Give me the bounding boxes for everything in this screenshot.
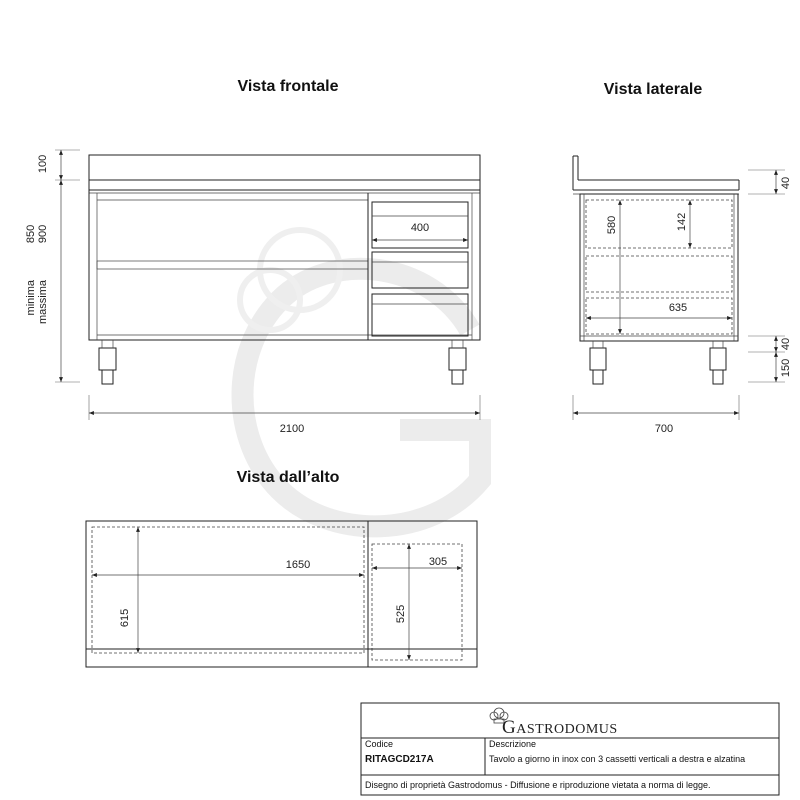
dim-side-total-depth: 700 — [654, 423, 674, 435]
dim-top-open-depth: 615 — [119, 608, 131, 628]
top-view — [86, 521, 477, 667]
side-drawer-middle — [586, 256, 732, 292]
code-value: RITAGCD217A — [365, 754, 434, 765]
dim-backsplash-height: 100 — [37, 154, 49, 174]
dim-top-drawer-width: 305 — [428, 556, 448, 568]
side-drawer-bottom — [586, 298, 732, 334]
dim-side-inner-depth: 635 — [668, 302, 688, 314]
dim-height-min-value: 850 — [25, 224, 37, 244]
code-label: Codice — [365, 739, 394, 749]
front-leg-right — [449, 348, 466, 370]
description-value: Tavolo a giorno in inox con 3 cassetti verticali a destra e alzatina — [489, 754, 746, 764]
top-open-area — [92, 527, 364, 653]
dim-height-max-label: massima — [37, 280, 49, 325]
description-label: Descrizione — [489, 739, 537, 749]
dim-side-inner-height: 580 — [606, 215, 618, 235]
dim-side-top-thickness: 40 — [780, 176, 792, 190]
dim-total-width: 2100 — [279, 423, 305, 435]
front-leg-left — [99, 348, 116, 370]
dim-top-drawer-depth: 525 — [395, 604, 407, 624]
front-worktop — [89, 180, 480, 190]
top-drawer-area — [372, 544, 462, 660]
front-view-title: Vista frontale — [237, 78, 339, 95]
top-outline — [86, 521, 477, 667]
dim-side-leg-height: 150 — [780, 358, 792, 378]
brand-name: GASTRODOMUS — [502, 717, 618, 738]
side-view — [573, 156, 792, 435]
front-body — [89, 190, 480, 340]
title-block — [361, 703, 779, 795]
dim-height-max-value: 900 — [37, 224, 49, 244]
top-view-title: Vista dall’alto — [236, 469, 340, 486]
dim-side-drawer-height: 142 — [676, 212, 688, 232]
footer-note: Disegno di proprietà Gastrodomus - Diffusione e riproduzione vietata a norma di legge. — [365, 780, 711, 790]
dim-height-min-label: minima — [25, 280, 37, 316]
dim-top-open-width: 1650 — [285, 559, 311, 571]
dim-side-bottom-thickness: 40 — [780, 337, 792, 351]
side-view-title: Vista laterale — [603, 81, 703, 98]
dim-front-drawer-width: 400 — [410, 222, 430, 234]
front-backsplash — [89, 155, 480, 180]
side-body — [580, 194, 738, 341]
